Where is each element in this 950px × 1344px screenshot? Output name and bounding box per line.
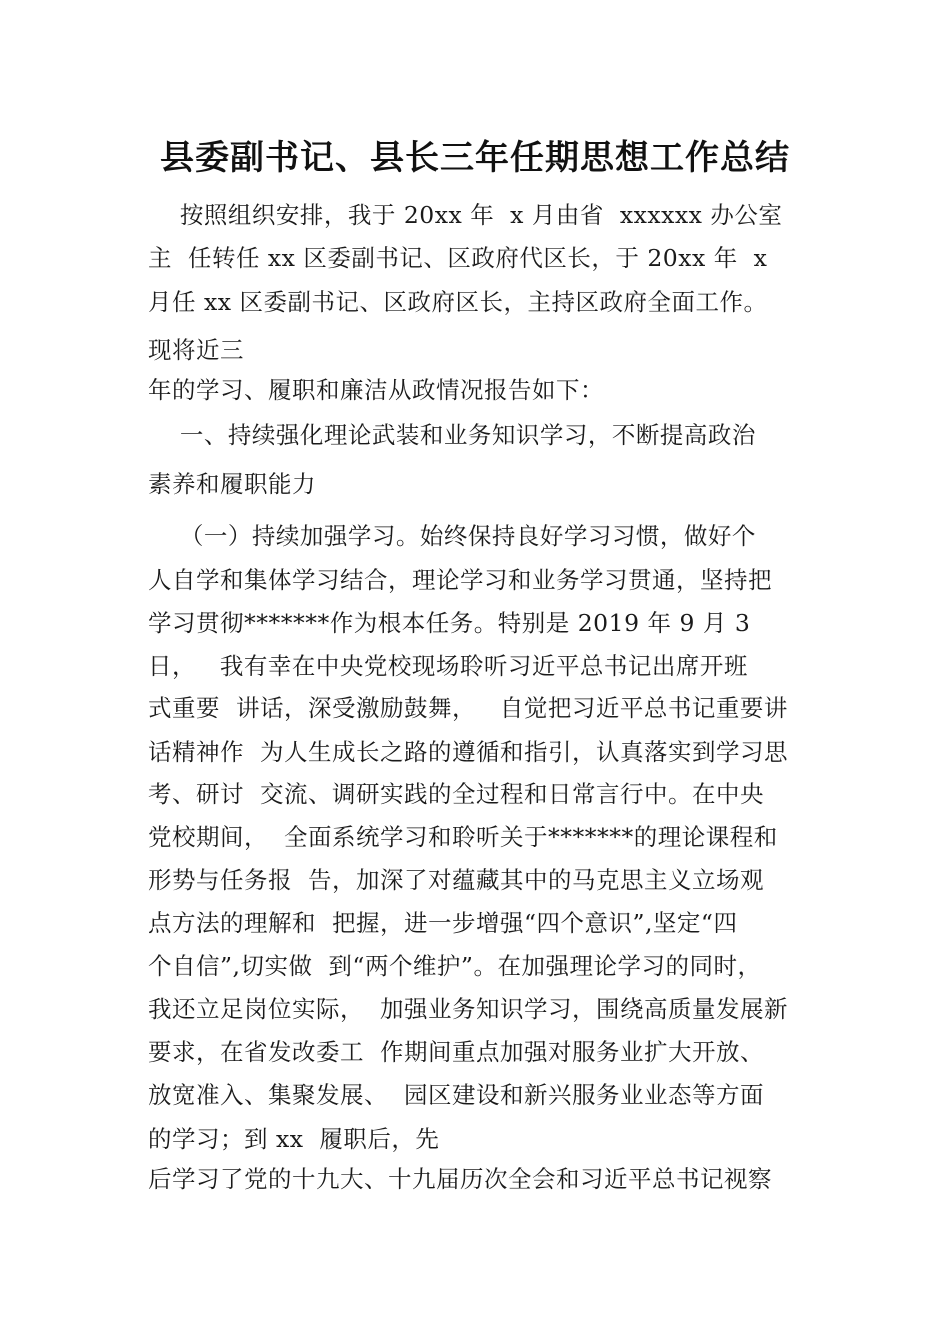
body-line: 党校期间， 全面系统学习和聆听关于*******的理论课程和 bbox=[148, 823, 778, 851]
body-line: 月任 xx 区委副书记、区政府区长，主持区政府全面工作。 bbox=[148, 288, 768, 316]
body-line: 个自信”,切实做 到“两个维护”。在加强理论学习的同时， bbox=[148, 952, 762, 980]
body-line: 放宽准入、集聚发展、 园区建设和新兴服务业业态等方面 bbox=[148, 1081, 764, 1109]
body-line: 的学习；到 xx 履职后，先 bbox=[148, 1125, 440, 1153]
body-line: 年的学习、履职和廉洁从政情况报告如下： bbox=[148, 376, 604, 404]
body-line: 主 任转任 xx 区委副书记、区政府代区长，于 20xx 年 x bbox=[148, 244, 768, 272]
body-line: 后学习了党的十九大、十九届历次全会和习近平总书记视察 bbox=[148, 1165, 772, 1193]
document-title: 县委副书记、县长三年任期思想工作总结 bbox=[160, 138, 790, 178]
body-line: 考、研讨 交流、调研实践的全过程和日常言行中。在中央 bbox=[148, 780, 764, 808]
section-heading-line: 素养和履职能力 bbox=[148, 470, 316, 498]
body-line: 要求，在省发改委工 作期间重点加强对服务业扩大开放、 bbox=[148, 1038, 764, 1066]
body-line: 学习贯彻*******作为根本任务。特别是 2019 年 9 月 3 bbox=[148, 609, 751, 637]
body-line: 话精神作 为人生成长之路的遵循和指引，认真落实到学习思 bbox=[148, 738, 788, 766]
body-line: 日， 我有幸在中央党校现场聆听习近平总书记出席开班 bbox=[148, 652, 748, 680]
body-line: 按照组织安排，我于 20xx 年 x 月由省 xxxxxx 办公室 bbox=[148, 201, 783, 229]
body-line: 式重要 讲话，深受激励鼓舞， 自觉把习近平总书记重要讲 bbox=[148, 694, 788, 722]
body-line: （一）持续加强学习。始终保持良好学习习惯，做好个 bbox=[148, 522, 756, 550]
body-line: 形势与任务报 告，加深了对蕴藏其中的马克思主义立场观 bbox=[148, 866, 764, 894]
body-line: 现将近三 bbox=[148, 336, 244, 364]
body-line: 人自学和集体学习结合，理论学习和业务学习贯通，坚持把 bbox=[148, 566, 772, 594]
body-line: 点方法的理解和 把握，进一步增强“四个意识”,坚定“四 bbox=[148, 909, 738, 937]
body-line: 我还立足岗位实际， 加强业务知识学习，围绕高质量发展新 bbox=[148, 995, 788, 1023]
section-heading-line: 一、持续强化理论武装和业务知识学习，不断提高政治 bbox=[148, 421, 756, 449]
